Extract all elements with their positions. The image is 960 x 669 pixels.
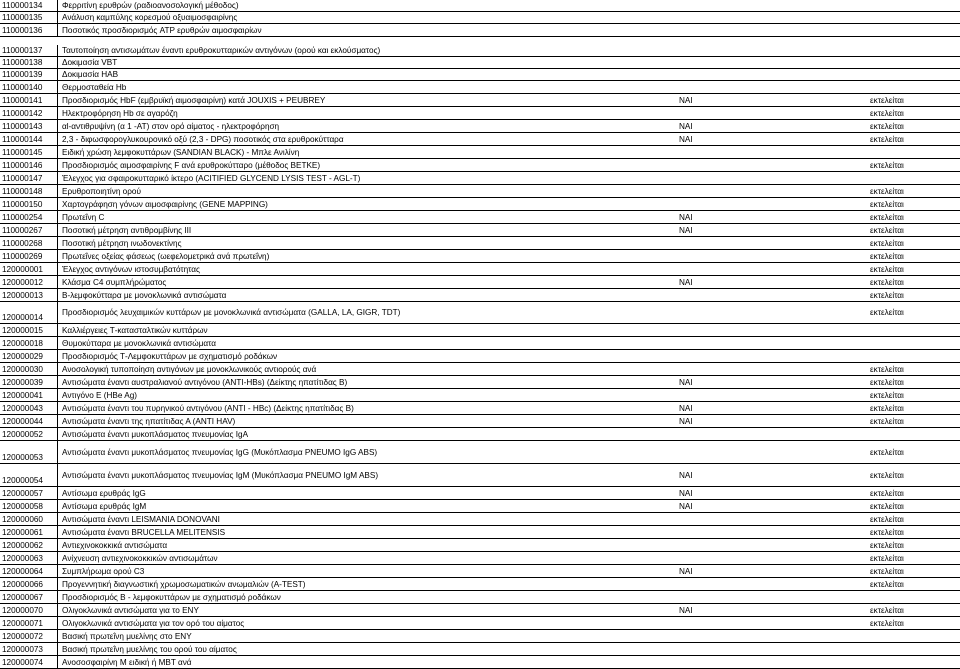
test-code: 120000043: [0, 402, 58, 414]
test-description: Προσδιορισμός HbF (εμβρυϊκή αιμοσφαιρίνη) κατά JOUXIS + PEUBREY: [62, 95, 326, 105]
status-cell: εκτελείται: [870, 377, 904, 387]
test-code: 110000150: [0, 198, 58, 210]
nai-flag: ΝΑΙ: [679, 488, 693, 498]
nai-flag: [679, 159, 739, 171]
table-row: [0, 376, 960, 389]
test-code: 110000147: [0, 172, 58, 184]
nai-flag: [679, 0, 739, 11]
nai-flag: [679, 302, 739, 323]
status-cell: [870, 69, 960, 80]
test-description: Ανίχνευση αντιεχινοκοκκικών αντισωμάτων: [62, 553, 218, 563]
nai-flag: [679, 337, 739, 349]
status-cell: εκτελείται: [870, 238, 904, 248]
table-row: [0, 656, 960, 669]
status-cell: [870, 45, 960, 56]
test-description: Ταυτοποίηση αντισωμάτων έναντι ερυθροκυτταρικών αντιγόνων (ορού και εκλούσματος): [62, 46, 381, 55]
status-cell: εκτελείται: [870, 553, 904, 563]
test-code: 110000146: [0, 159, 58, 171]
table-row: [0, 250, 960, 263]
test-description: Δοκιμασία VBT: [62, 58, 118, 67]
nai-flag: [679, 24, 739, 36]
test-description: Προσδιορισμός αιμοσφαιρίνης F ανά ερυθροκύτταρο (μέθοδος ΒΕΤΚΕ): [62, 160, 321, 170]
test-description: Ηλεκτροφόρηση Hb σε αγαρόζη: [62, 108, 178, 118]
status-cell: εκτελείται: [870, 212, 904, 222]
status-cell: [870, 656, 960, 668]
table-row: [0, 539, 960, 552]
nai-flag: [679, 81, 739, 93]
status-cell: εκτελείται: [870, 527, 904, 537]
test-description: Χαρτογράφηση γόνων αιμοσφαιρίνης (GENE MAPPING): [62, 199, 268, 209]
nai-flag: ΝΑΙ: [679, 416, 693, 426]
test-code: 110000141: [0, 94, 58, 106]
status-cell: [870, 643, 960, 655]
status-cell: εκτελείται: [870, 251, 904, 261]
table-row: [0, 69, 960, 81]
status-cell: [870, 0, 960, 11]
test-code: 120000041: [0, 389, 58, 401]
nai-flag: [679, 630, 739, 642]
table-row: [0, 552, 960, 565]
nai-flag: [679, 539, 739, 551]
nai-flag: ΝΑΙ: [679, 225, 693, 235]
test-description: Αντισώματα έναντι μυκοπλάσματος πνευμονίας IgM (Μυκόπλασμα PNEUMO IgM ABS): [62, 470, 379, 480]
nai-flag: ΝΑΙ: [679, 95, 693, 105]
test-code: 110000143: [0, 120, 58, 132]
test-description: Αντιεχινοκοκκικά αντισώματα: [62, 540, 168, 550]
nai-flag: ΝΑΙ: [679, 470, 693, 480]
test-code: 120000061: [0, 526, 58, 538]
nai-flag: [679, 441, 739, 463]
test-code: 110000267: [0, 224, 58, 236]
nai-flag: ΝΑΙ: [679, 566, 693, 576]
test-description: Ερυθροποιητίνη ορού: [62, 186, 141, 196]
nai-flag: [679, 289, 739, 301]
table-row: [0, 500, 960, 513]
test-code: 110000144: [0, 133, 58, 145]
test-description: Βασική πρωτεΐνη μυελίνης του ορού του αίματος: [62, 644, 237, 654]
table-row: [0, 513, 960, 526]
nai-flag: ΝΑΙ: [679, 277, 693, 287]
status-cell: εκτελείται: [870, 540, 904, 550]
status-cell: εκτελείται: [870, 390, 904, 400]
status-cell: [870, 337, 960, 349]
nai-flag: [679, 552, 739, 564]
test-description: Αντισώματα έναντι μυκοπλάσματος πνευμονίας IgG (Μυκόπλασμα PNEUMO IgG ABS): [62, 447, 378, 457]
status-cell: εκτελείται: [870, 416, 904, 426]
nai-flag: [679, 107, 739, 119]
test-code: 120000015: [0, 324, 58, 336]
status-cell: εκτελείται: [870, 225, 904, 235]
test-code: 110000136: [0, 24, 58, 36]
nai-flag: ΝΑΙ: [679, 501, 693, 511]
test-code: 120000001: [0, 263, 58, 275]
nai-flag: [679, 237, 739, 249]
status-cell: εκτελείται: [870, 108, 904, 118]
table-row: [0, 389, 960, 402]
test-description: Έλεγχος αντιγόνων ιστοσυμβατότητας: [62, 264, 200, 274]
test-code: 120000073: [0, 643, 58, 655]
status-cell: εκτελείται: [870, 199, 904, 209]
nai-flag: ΝΑΙ: [679, 605, 693, 615]
test-description: 2,3 - διφωσφορογλυκουρονικό οξύ (2,3 - DPG) ποσοτικός στα ερυθροκύτταρα: [62, 134, 344, 144]
nai-flag: ΝΑΙ: [679, 121, 693, 131]
test-code: 110000137: [0, 45, 58, 56]
status-cell: [870, 324, 960, 336]
nai-flag: [679, 428, 739, 440]
test-code: 120000054: [0, 464, 58, 486]
nai-flag: [679, 57, 739, 68]
status-cell: εκτελείται: [870, 514, 904, 524]
test-description: Ποσοτική μέτρηση ινωδονεκτίνης: [62, 238, 182, 248]
nai-flag: [679, 12, 739, 23]
status-cell: εκτελείται: [870, 566, 904, 576]
test-description: Συμπλήρωμα ορού C3: [62, 566, 145, 576]
test-code: 120000067: [0, 591, 58, 603]
test-description: Προσδιορισμός Τ-Λεμφοκυττάρων με σχηματισμό ροδάκων: [62, 351, 278, 361]
status-cell: εκτελείται: [870, 579, 904, 589]
status-cell: εκτελείται: [870, 290, 904, 300]
nai-flag: [679, 172, 739, 184]
table-row: [0, 324, 960, 337]
test-description: Ανοσολογική τυποποίηση αντιγόνων με μονοκλωνικούς αντιορούς ανά: [62, 364, 317, 374]
test-code: 120000066: [0, 578, 58, 590]
status-cell: [870, 350, 960, 362]
test-description: Αντίσωμα ερυθράς IgM: [62, 501, 147, 511]
test-description: Αντισώματα έναντι του πυρηνικού αντιγόνου (ΑΝΤΙ - HBc) (Δείκτης ηπατίτιδας Β): [62, 403, 354, 413]
test-code: 120000039: [0, 376, 58, 388]
test-description: Αντισώματα έναντι μυκοπλάσματος πνευμονίας IgA: [62, 429, 249, 439]
table-spacer-row: [0, 37, 960, 45]
status-cell: εκτελείται: [870, 160, 904, 170]
nai-flag: ΝΑΙ: [679, 134, 693, 144]
test-description: Αντίσωμα ερυθράς IgG: [62, 488, 146, 498]
test-code: 120000014: [0, 302, 58, 323]
test-description: Βασική πρωτεΐνη μυελίνης στο ΕΝΥ: [62, 631, 192, 641]
table-row: [0, 237, 960, 250]
nai-flag: [679, 185, 739, 197]
table-row: [0, 133, 960, 146]
table-row: [0, 630, 960, 643]
status-cell: εκτελείται: [870, 121, 904, 131]
table-row: [0, 464, 960, 487]
table-row: [0, 0, 960, 12]
nai-flag: [679, 591, 739, 603]
nai-flag: [679, 350, 739, 362]
status-cell: εκτελείται: [870, 186, 904, 196]
table-row: [0, 302, 960, 324]
table-row: [0, 487, 960, 500]
status-cell: [870, 428, 960, 440]
test-code: 120000070: [0, 604, 58, 616]
nai-flag: [679, 250, 739, 262]
test-description: αl-αντιθρυψίνη (α 1 -ΑΤ) στον ορό αίματος - ηλεκτροφόρηση: [62, 121, 280, 131]
test-code: 120000053: [0, 441, 58, 463]
test-description: Ποσοτικός προσδιορισμός ATP ερυθρών αιμοσφαιρίων: [62, 25, 262, 35]
test-description: Πρωτεΐνες οξείας φάσεως (ωεφελομετρικά ανά πρωτεΐνη): [62, 251, 270, 261]
status-cell: [870, 81, 960, 93]
status-cell: εκτελείται: [870, 488, 904, 498]
table-row: [0, 159, 960, 172]
test-description: Θερμοσταθεία Hb: [62, 82, 127, 92]
status-cell: εκτελείται: [870, 501, 904, 511]
test-code: 120000058: [0, 500, 58, 512]
status-cell: εκτελείται: [870, 364, 904, 374]
test-description: Προσδιορισμός λευχαιμικών κυττάρων με μονοκλωνικά αντισώματα (GALLA, LA, GIGR, TDT): [62, 307, 401, 317]
table-row: [0, 289, 960, 302]
nai-flag: [679, 617, 739, 629]
test-code: 120000062: [0, 539, 58, 551]
status-cell: [870, 24, 960, 36]
table-row: [0, 146, 960, 159]
nai-flag: [679, 363, 739, 375]
test-code: 120000029: [0, 350, 58, 362]
test-description: Ανάλυση καμπύλης κορεσμού οξυαιμοσφαιρίνης: [62, 13, 238, 22]
test-code: 110000139: [0, 69, 58, 80]
table-row: [0, 578, 960, 591]
table-row: [0, 363, 960, 376]
nai-flag: [679, 198, 739, 210]
test-code: 120000044: [0, 415, 58, 427]
table-row: [0, 172, 960, 185]
test-code: 120000064: [0, 565, 58, 577]
status-cell: [870, 12, 960, 23]
status-cell: [870, 630, 960, 642]
test-description: Προγεννητική διαγνωστική χρωμοσωματικών ανωμαλιών (A-TEST): [62, 579, 306, 589]
nai-flag: [679, 389, 739, 401]
test-code: 120000063: [0, 552, 58, 564]
table-row: [0, 441, 960, 464]
status-cell: εκτελείται: [870, 95, 904, 105]
test-description: Έλεγχος για σφαιροκυτταρικό ίκτερο (ACITIFIED GLYCEND LYSIS TEST - AGL-T): [62, 173, 361, 183]
table-row: [0, 185, 960, 198]
table-row: [0, 604, 960, 617]
nai-flag: [679, 526, 739, 538]
test-description: Ποσοτική μέτρηση αντιθρομβίνης III: [62, 225, 192, 235]
table-row: [0, 24, 960, 37]
test-description: Προσδιορισμός Β - λεμφοκυττάρων με σχηματισμό ροδάκων: [62, 592, 281, 602]
test-code: 110000140: [0, 81, 58, 93]
test-description: Κλάσμα C4 συμπλήρώματος: [62, 277, 167, 287]
status-cell: εκτελείται: [870, 470, 904, 480]
table-row: [0, 402, 960, 415]
nai-flag: [679, 578, 739, 590]
table-row: [0, 591, 960, 604]
test-description: Ολιγοκλωνικά αντισώματα για τον ορό του αίματος: [62, 618, 245, 628]
test-description: Θυμοκύτταρα με μονοκλωνικά αντισώματα: [62, 338, 216, 348]
status-cell: εκτελείται: [870, 605, 904, 615]
test-description: Φερριτίνη ερυθρών (ραδιοανοσολογική μέθοδος): [62, 1, 239, 10]
test-description: Καλλιέργειες Τ-κατασταλτικών κυττάρων: [62, 325, 208, 335]
test-code: 110000134: [0, 0, 58, 11]
status-cell: εκτελείται: [870, 134, 904, 144]
status-cell: εκτελείται: [870, 618, 904, 628]
nai-flag: [679, 643, 739, 655]
nai-flag: ΝΑΙ: [679, 212, 693, 222]
table-row: [0, 211, 960, 224]
table-row: [0, 45, 960, 57]
test-code: 120000012: [0, 276, 58, 288]
test-description: Αντισώματα έναντι LEISMANIA DONOVANI: [62, 514, 220, 524]
table-row: [0, 643, 960, 656]
test-description: Αντιγόνο Ε (HBe Ag): [62, 390, 137, 400]
test-description: Πρωτεΐνη C: [62, 212, 105, 222]
table-row: [0, 120, 960, 133]
table-row: [0, 276, 960, 289]
table-row: [0, 526, 960, 539]
test-code: 110000135: [0, 12, 58, 23]
table-row: [0, 428, 960, 441]
test-code: 110000142: [0, 107, 58, 119]
table-row: [0, 94, 960, 107]
status-cell: εκτελείται: [870, 277, 904, 287]
table-row: [0, 198, 960, 211]
status-cell: [870, 172, 960, 184]
status-cell: εκτελείται: [870, 308, 904, 317]
test-code: 120000071: [0, 617, 58, 629]
nai-flag: [679, 324, 739, 336]
nai-flag: ΝΑΙ: [679, 403, 693, 413]
test-description: Ολιγοκλωνικά αντισώματα για το ΕΝΥ: [62, 605, 199, 615]
test-code: 120000072: [0, 630, 58, 642]
test-description: Αντισώματα έναντι αυστραλιανού αντιγόνου (ANTI-HBs) (Δείκτης ηπατίτιδας Β): [62, 377, 348, 387]
status-cell: [870, 57, 960, 68]
test-code: 120000030: [0, 363, 58, 375]
status-cell: εκτελείται: [870, 264, 904, 274]
nai-flag: [679, 146, 739, 158]
nai-flag: [679, 656, 739, 668]
table-row: [0, 224, 960, 237]
table-row: [0, 350, 960, 363]
table-row: [0, 263, 960, 276]
status-cell: [870, 146, 960, 158]
table-row: [0, 12, 960, 24]
table-row: [0, 415, 960, 428]
test-description: Αντισώματα έναντι BRUCELLA MELITENSIS: [62, 527, 226, 537]
nai-flag: ΝΑΙ: [679, 377, 693, 387]
test-code: 110000254: [0, 211, 58, 223]
test-code: 110000138: [0, 57, 58, 68]
test-code: 110000268: [0, 237, 58, 249]
table-row: [0, 81, 960, 94]
test-code: 110000148: [0, 185, 58, 197]
test-code: 110000269: [0, 250, 58, 262]
nai-flag: [679, 513, 739, 525]
nai-flag: [679, 45, 739, 56]
nai-flag: [679, 263, 739, 275]
table-row: [0, 107, 960, 120]
status-cell: εκτελείται: [870, 403, 904, 413]
test-description: Ειδική χρώση λεμφοκυττάρων (SANDIAN BLACK) - Μπλε Ανιλίνη: [62, 147, 300, 157]
table-row: [0, 337, 960, 350]
test-code: 120000052: [0, 428, 58, 440]
test-code: 120000074: [0, 656, 58, 668]
test-code: 110000145: [0, 146, 58, 158]
status-cell: εκτελείται: [870, 447, 904, 457]
table-row: [0, 565, 960, 578]
test-code: 120000060: [0, 513, 58, 525]
nai-flag: [679, 69, 739, 80]
test-description: Β-λεμφοκύτταρα με μονοκλωνικά αντισώματα: [62, 290, 227, 300]
status-cell: [870, 591, 960, 603]
test-code: 120000018: [0, 337, 58, 349]
test-description: Αντισώματα έναντι της ηπατίτιδας Α (ΑΝΤΙ HAV): [62, 416, 236, 426]
test-description: Δοκιμασία HAB: [62, 70, 119, 79]
table-row: [0, 57, 960, 69]
test-code: 120000057: [0, 487, 58, 499]
test-description: Ανοσοσφαιρίνη Μ ειδική ή ΜΒΤ ανά: [62, 657, 192, 667]
test-code: 120000013: [0, 289, 58, 301]
